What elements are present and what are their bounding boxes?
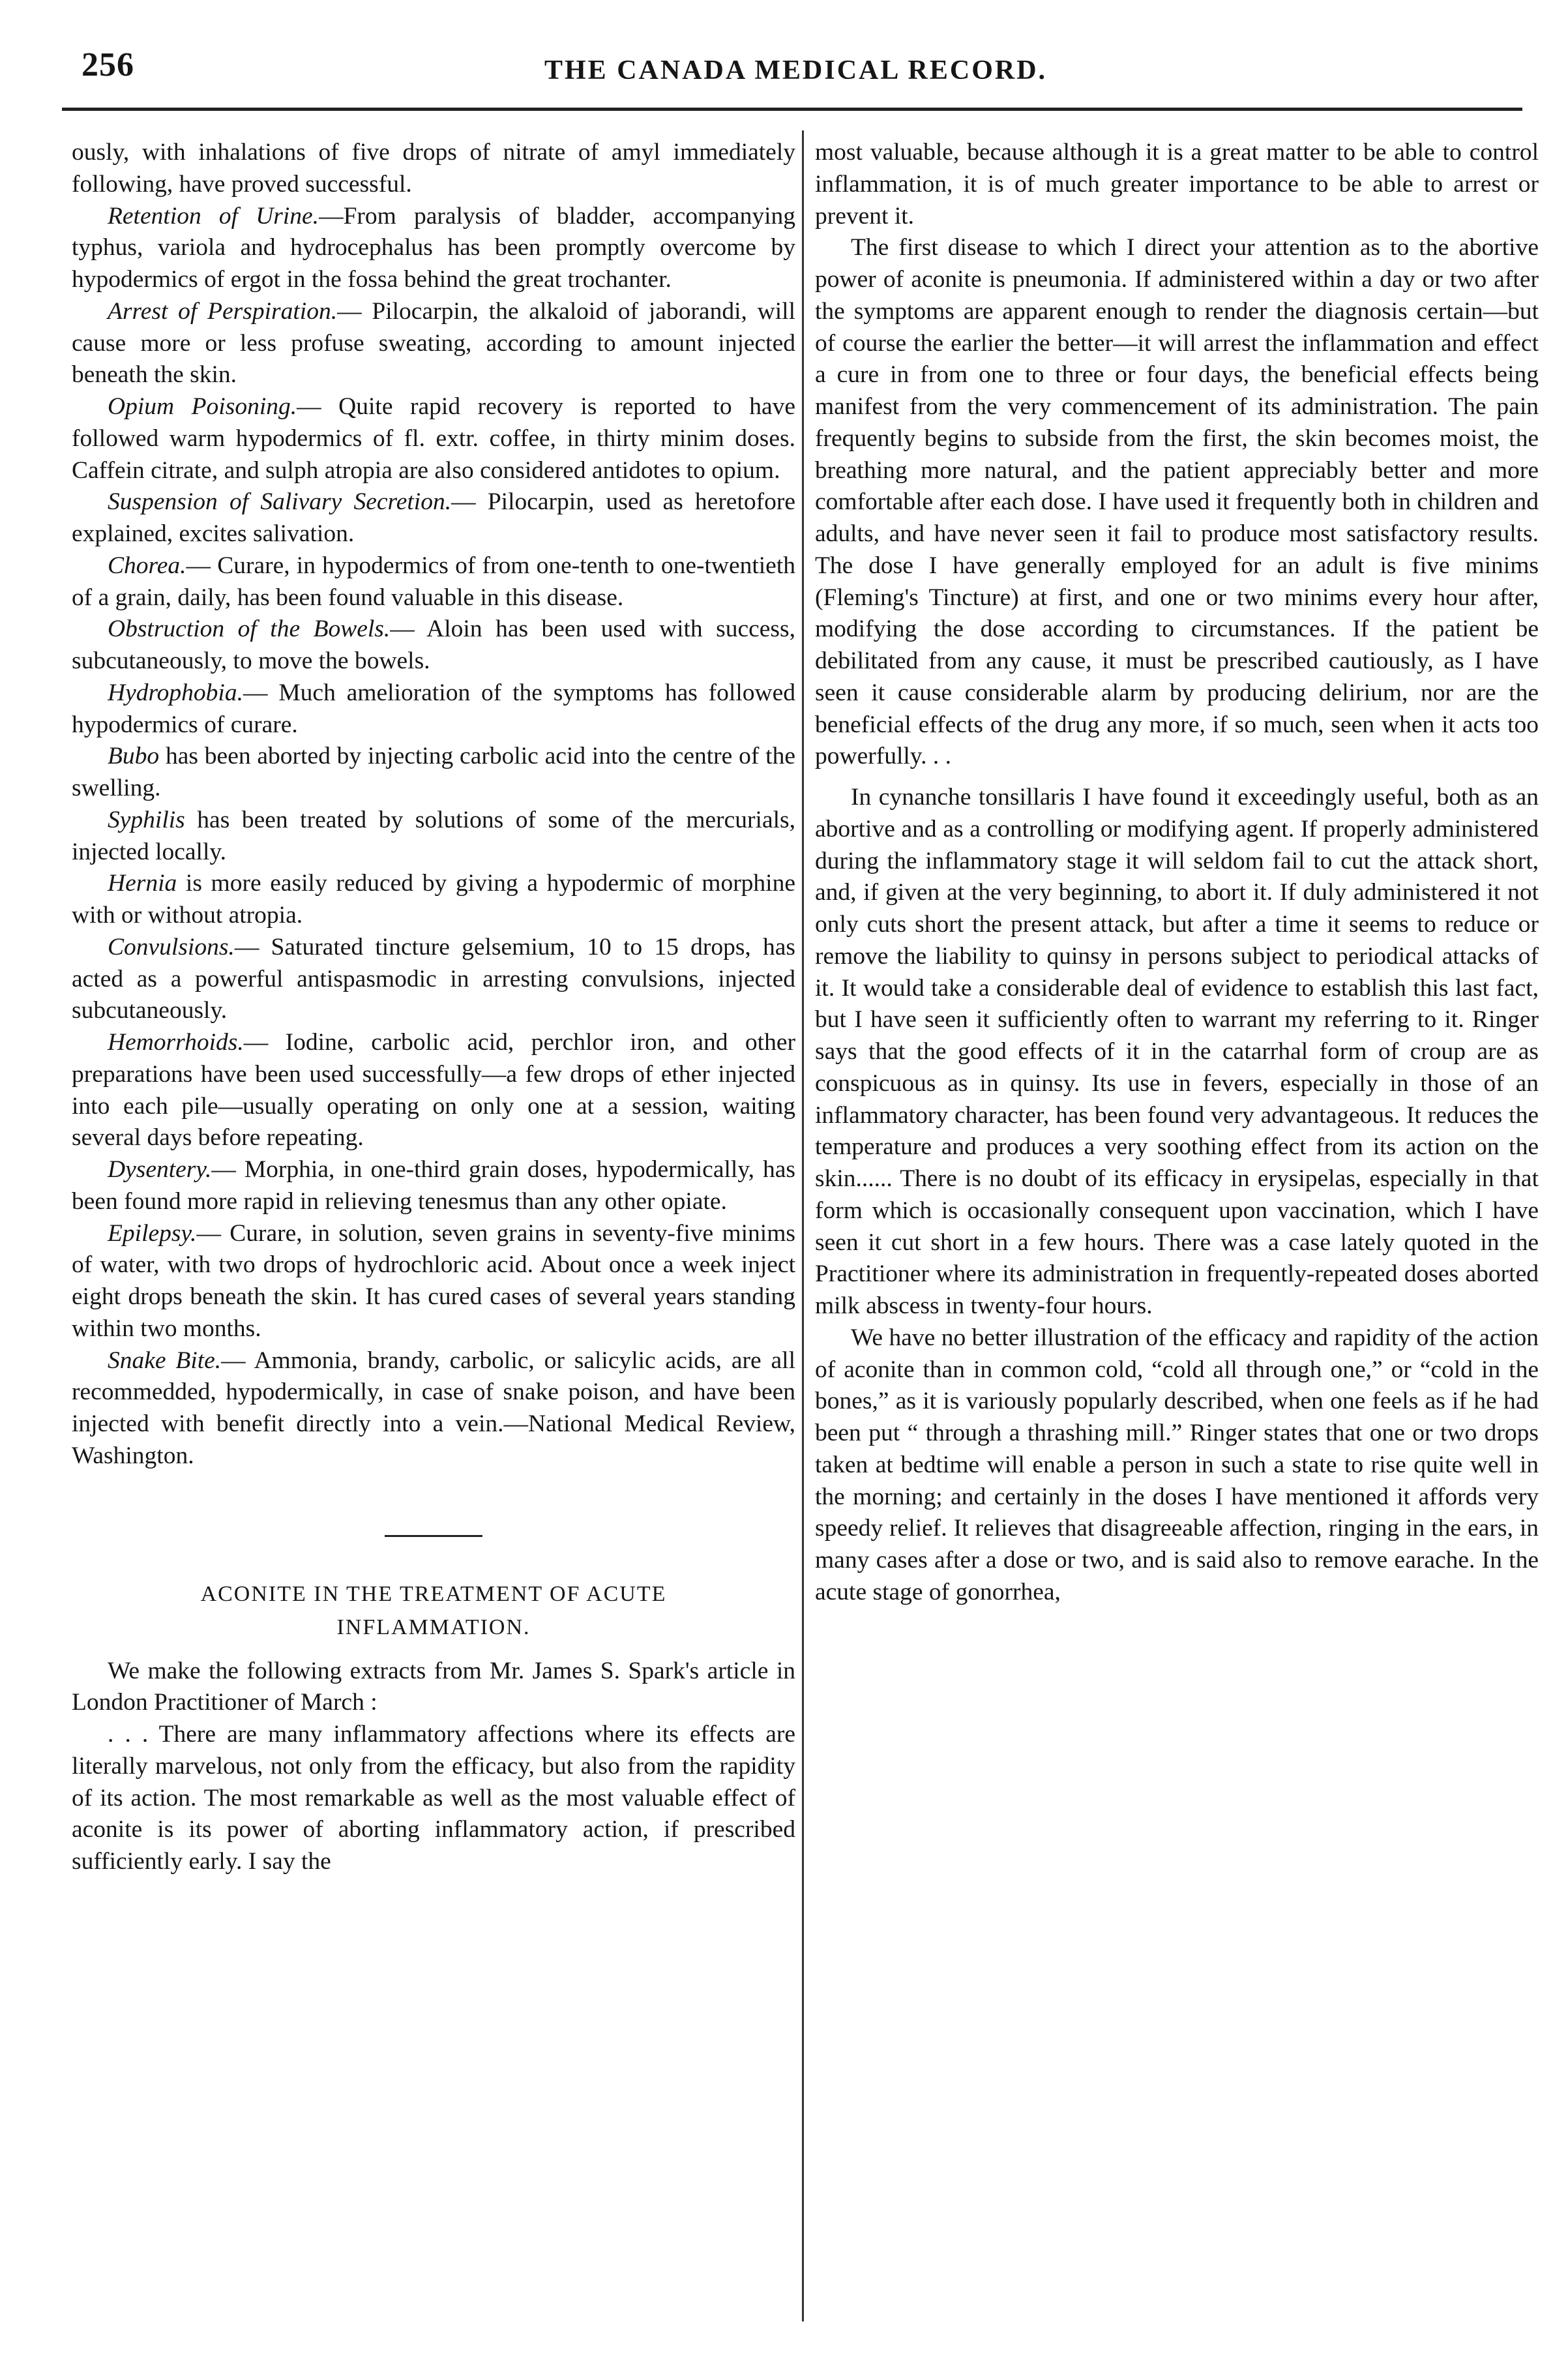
entry-term: Convulsions. [108,933,235,961]
paragraph: most valuable, because although it is a great matter to be able to control inflammation, it is of much greater importance to be able to arrest or prevent it. [815,139,1539,230]
paragraph: In cynanche tonsillaris I have found it exceedingly useful, both as an abortive and as a controlling or modifying agent. If properly administered during the inflammatory stage it will seldom fail to cut the attack short, and, if given at the very beginning, to abort it. If duly administered it not only cuts short the present attack, but after a time it seems to reduce or remove the liability to quinsy in persons subject to periodical attacks of it. It would take a considerable deal of evidence to establish this last fact, but I have seen it sufficiently often to warrant my referring to it. Ringer says that the good effects of it in the catarrhal form of croup are as conspicuous as in quinsy. Its use in fevers, especially in those of an inflammatory character, has been found very advantageous. It reduces the temperature and produces a very soothing effect from its action on the skin...... There is no doubt of its efficacy in erysipelas, especially in that form which is occasionally consequent upon vaccination, which I have seen it cut short in a few hours. There was a case lately quoted in the Practitioner where its administration in frequently-repeated doses aborted milk abscess in twenty-four hours. [815,784,1539,1319]
page-number: 256 [81,46,134,83]
paragraph [72,1027,795,1154]
entry-text: has been treated by solutions of some of the mercurials, injected locally. [72,806,795,865]
entry-term: Hemorrhoids. [108,1029,244,1056]
paragraph: ously, with inhalations of five drops of nitrate of amyl immediately following, have proved successful. [72,139,795,198]
running-head [62,46,1522,98]
paragraph: We have no better illustration of the efficacy and rapidity of the action of aconite than in common cold, “cold all through one,” or “cold in the bones,” as it is variously popularly described, when one feels as if he had been put “ through a thrashing mill.” Ringer states that one or two drops taken at bedtime will enable a person in such a state to rise quite well in the morning; and certainly in the doses I have mentioned it affords very speedy relief. It relieves that disagreeable affection, ringing in the ears, in many cases after a dose or two, and is said also to remove earache. In the acute stage of gonorrhea, [815,1324,1539,1605]
paragraph [72,486,795,550]
entry-text: — Much amelioration of the symptoms has followed hypodermics of curare. [72,679,795,738]
paragraph [72,932,795,1027]
paragraph [72,296,795,391]
entry-term: Snake Bite. [108,1347,222,1374]
entry-text: — Morphia, in one-third grain doses, hypodermically, has been found more rapid in relieving tenesmus than any other opiate. [72,1156,795,1215]
header-rule [62,108,1522,111]
article-title-line: ACONITE IN THE TREATMENT OF ACUTE [200,1581,667,1606]
entry-text: — Pilocarpin, used as heretofore explained, excites salivation. [72,488,795,547]
paragraph [72,741,795,805]
entry-term: Obstruction of the Bowels. [108,616,391,643]
paragraph [72,614,795,678]
paragraph [72,201,795,296]
entry-term: Epilepsy. [108,1219,197,1247]
paragraph [72,805,795,869]
entry-text: — Quite rapid recovery is reported to have followed warm hypodermics of fl. extr. coffee, in thirty minim doses. Caffein citrate, and sulph atropia are also considered antidotes to opium. [72,393,795,484]
entry-term: Hydrophobia. [108,679,243,706]
paragraph [72,678,795,741]
article-title-line: INFLAMMATION. [336,1615,531,1639]
entry-text: —From paralysis of bladder, accompanying typhus, variola and hydrocephalus has been promptly overcome by hypodermics of ergot in the fossa behind the great trochanter. [72,202,795,293]
entry-term: Hernia [108,870,177,897]
paragraph: We make the following extracts from Mr. James S. Spark's article in London Practitioner of March : [72,1657,795,1716]
right-column [815,137,1539,1609]
entry-text: — Ammonia, brandy, carbolic, or salicylic acids, are all recommedded, hypodermically, in case of snake poison, and have been injected with benefit directly into a vein.—National Medical Review, Washington. [72,1347,795,1469]
journal-title: THE CANADA MEDICAL RECORD. [544,55,1048,85]
entry-text: — Curare, in solution, seven grains in seventy-five minims of water, with two drops of hydrochloric acid. About once a week inject eight drops beneath the skin. It has cured cases of several years standing within two months. [72,1219,795,1342]
paragraph [72,868,795,932]
entry-text: is more easily reduced by giving a hypodermic of morphine with or without atropia. [72,870,795,929]
entry-term: Suspension of Salivary Secretion. [108,488,452,516]
entry-term: Chorea. [108,552,186,579]
entry-term: Retention of Urine. [108,202,319,230]
entry-term: Syphilis [108,806,185,833]
paragraph [72,1218,795,1345]
paragraph [72,550,795,614]
entry-text: — Aloin has been used with success, subcutaneously, to move the bowels. [72,616,795,674]
left-column [72,137,795,1878]
entry-term: Dysentery. [108,1156,212,1183]
entry-term: Bubo [108,743,160,770]
section-divider [385,1535,482,1537]
entry-text: — Iodine, carbolic acid, perchlor iron, and other preparations have been used successfully—a few drops of ether injected into each pile—usually operating on only one at a session, waiting several days before repeating. [72,1029,795,1152]
paragraph [72,1345,795,1472]
entry-term: Opium Poisoning. [108,393,297,420]
entry-text: — Saturated tincture gelsemium, 10 to 15 drops, has acted as a powerful antispasmodic in arresting convulsions, injected subcutaneously. [72,933,795,1024]
entry-term: Arrest of Perspiration. [108,297,338,325]
paragraph [72,391,795,486]
entry-text: — Curare, in hypodermics of from one-tenth to one-twentieth of a grain, daily, has been found valuable in this disease. [72,552,795,611]
entry-text: — Pilocarpin, the alkaloid of jaborandi, will cause more or less profuse sweating, according to amount injected beneath the skin. [72,297,795,389]
column-divider [802,130,804,2321]
paragraph [72,1154,795,1218]
paragraph: . . . There are many inflammatory affections where its effects are literally marvelous, not only from the efficacy, but also from the rapidity of its action. The most remarkable as well as the most valuable effect of aconite is its power of aborting inflammatory action, if prescribed sufficiently early. I say the [72,1721,795,1875]
article-title [72,1577,795,1644]
entry-text: has been aborted by injecting carbolic acid into the centre of the swelling. [72,743,795,801]
paragraph: The first disease to which I direct your attention as to the abortive power of aconite is pneumonia. If administered within a day or two after the symptoms are apparent enough to render the diagnosis certain—but of course the earlier the better—it will arrest the inflammation and effect a cure in from one to three or four days, the beneficial effects being manifest from the very commencement of its administration. The pain frequently begins to subside from the first, the skin becomes moist, the breathing more natural, and the patient appreciably better and more comfortable after each dose. I have used it frequently both in children and adults, and have never seen it fail to produce most satisfactory results. The dose I have generally employed for an adult is five minims (Fleming's Tincture) at first, and one or two minims every hour after, modifying the dose according to circumstances. If the patient be debilitated from any cause, it must be prescribed cautiously, as I have seen it cause considerable alarm by producing delirium, nor are the beneficial effects of the drug any more, if so much, seen when it acts too powerfully. . . [815,234,1539,770]
